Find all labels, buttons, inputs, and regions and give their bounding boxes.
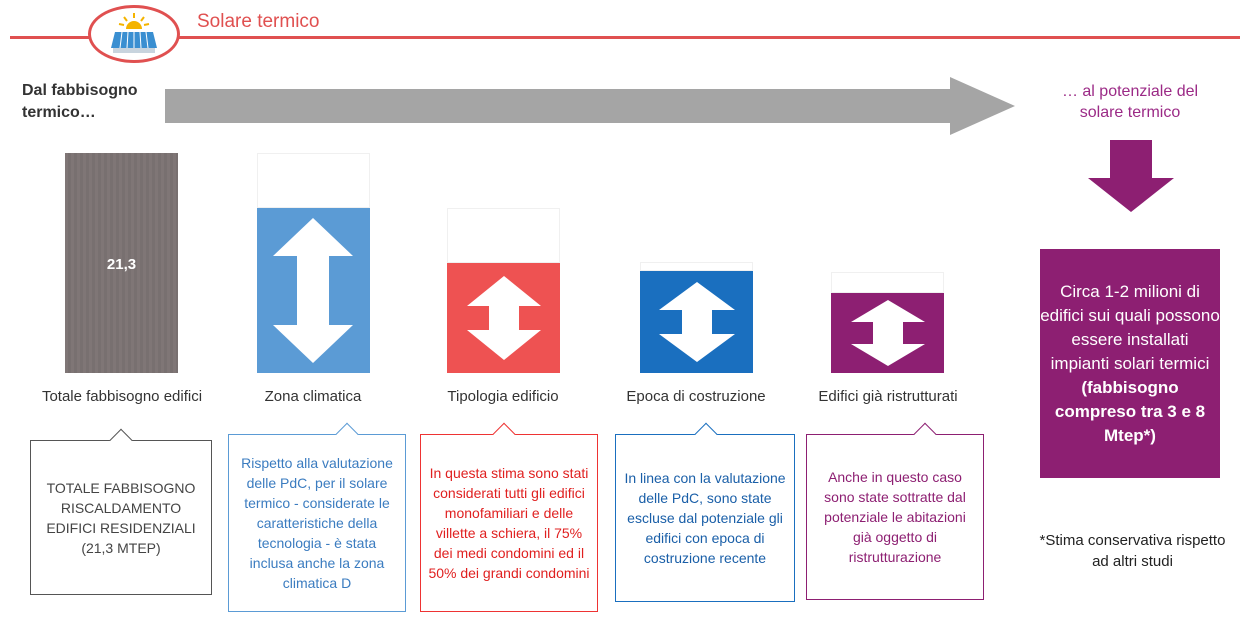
callout-tipologia-text: In questa stima sono stati considerati tutti gli edifici monofamiliari e delle villette a schiera, il 75% dei medi condomini ed il 50% dei grandi condomini bbox=[428, 465, 590, 581]
page-title: Solare termico bbox=[197, 11, 320, 32]
flow-arrow-icon bbox=[165, 77, 1020, 135]
result-line1: Circa 1-2 milioni di edifici sui quali possono essere installati impianti solari termici bbox=[1040, 281, 1220, 373]
bar-epoca-removed bbox=[640, 262, 753, 271]
callout-epoca-text: In linea con la valutazione delle PdC, sono state escluse dal potenziale gli edifici con epoca di costruzione recente bbox=[624, 470, 786, 566]
category-label-epoca: Epoca di costruzione bbox=[626, 388, 766, 405]
header-icon-frame bbox=[88, 5, 180, 63]
bar-tipologia-arrow-icon bbox=[467, 276, 541, 360]
footnote: *Stima conservativa rispetto ad altri studi bbox=[1039, 532, 1226, 570]
result-line2: (fabbisogno compreso tra 3 e 8 Mtep*) bbox=[1054, 377, 1206, 445]
category-label-ristrutturati: Edifici già ristrutturati bbox=[818, 388, 958, 405]
callout-totale bbox=[30, 440, 212, 595]
down-arrow-icon bbox=[1088, 140, 1174, 212]
flow-left-label: Dal fabbisogno termico… bbox=[22, 82, 138, 121]
bar-total-value: 21,3 bbox=[106, 256, 137, 273]
callout-zona-text: Rispetto alla valutazione delle PdC, per il solare termico - considerate le caratteristiche della tecnologia - è stata inclusa anche la zona climatica D bbox=[241, 455, 393, 591]
callout-tipologia bbox=[420, 434, 598, 612]
callout-ristrutturati bbox=[806, 434, 984, 600]
callout-epoca bbox=[615, 434, 795, 602]
category-label-tipologia: Tipologia edificio bbox=[447, 388, 559, 405]
bar-epoca-arrow-icon bbox=[659, 282, 735, 362]
category-label-totale: Totale fabbisogno edifici bbox=[41, 388, 203, 405]
result-box bbox=[1040, 249, 1220, 478]
callout-totale-text: TOTALE FABBISOGNO RISCALDAMENTO EDIFICI RESIDENZIALI (21,3 MTEP) bbox=[46, 479, 196, 556]
callout-zona bbox=[228, 434, 406, 612]
bar-zona-arrow-icon bbox=[273, 218, 353, 363]
bar-zona-removed bbox=[257, 153, 370, 208]
bar-ristrutturati-removed bbox=[831, 272, 944, 293]
category-label-zona: Zona climatica bbox=[264, 388, 362, 405]
bar-tipologia-removed bbox=[447, 208, 560, 263]
header-divider bbox=[10, 36, 1240, 39]
flow-right-label: … al potenziale del solare termico bbox=[1061, 83, 1199, 121]
bar-ristrutturati-arrow-icon bbox=[851, 300, 925, 366]
solar-panel-icon bbox=[91, 8, 177, 60]
callout-ristrutturati-text: Anche in questo caso sono state sottratte dal potenziale le abitazioni già oggetto di ristrutturazione bbox=[824, 469, 966, 565]
